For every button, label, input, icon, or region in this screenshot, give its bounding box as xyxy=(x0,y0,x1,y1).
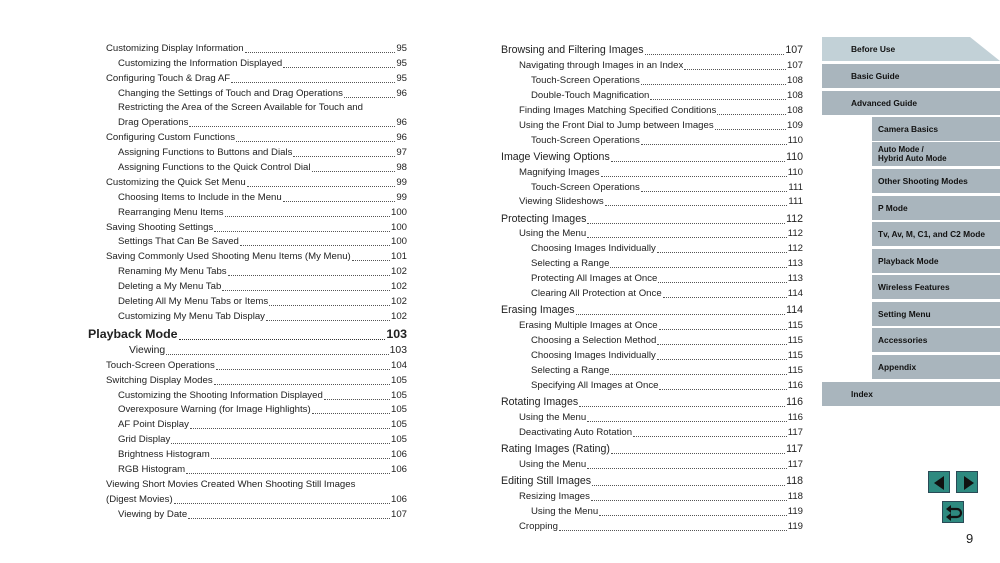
toc-entry[interactable] xyxy=(88,40,407,55)
toc-entry-page: 117 xyxy=(787,458,803,470)
dot-leader xyxy=(344,85,395,98)
dot-leader xyxy=(587,210,785,224)
toc-entry-page: 109 xyxy=(786,119,803,131)
toc-entry-title: Viewing Slideshows xyxy=(519,196,604,208)
toc-entry[interactable] xyxy=(88,476,407,491)
dot-leader xyxy=(657,347,787,360)
toc-entry-page: 119 xyxy=(787,520,803,532)
toc-entry-title: Using the Menu xyxy=(519,458,587,470)
toc-entry-title: Assigning Functions to the Quick Control Dial xyxy=(118,162,311,174)
return-button[interactable] xyxy=(942,501,964,523)
nav-tab[interactable] xyxy=(822,382,1000,406)
nav-tab[interactable] xyxy=(822,64,1000,88)
toc-entry-page: 108 xyxy=(786,74,803,86)
toc-entry-page: 100 xyxy=(390,221,407,233)
toc-entry[interactable] xyxy=(501,57,803,72)
toc-entry-page: 100 xyxy=(390,236,407,248)
toc-entry[interactable] xyxy=(501,149,803,164)
toc-entry-page: 111 xyxy=(788,181,803,193)
toc-entry-page: 97 xyxy=(396,147,407,159)
toc-entry-page: 118 xyxy=(786,474,803,487)
toc-entry-title: Saving Shooting Settings xyxy=(106,221,214,233)
toc-entry-title: Choosing a Selection Method xyxy=(531,335,657,346)
toc-entry-page: 118 xyxy=(787,490,803,502)
toc-entry-page: 115 xyxy=(787,335,803,346)
dot-leader xyxy=(222,278,390,291)
dot-leader xyxy=(587,409,787,422)
prev-page-button[interactable] xyxy=(928,471,950,493)
toc-entry[interactable] xyxy=(501,194,803,209)
nav-tab-label: Other Shooting Modes xyxy=(878,176,968,186)
nav-tab-label: P Mode xyxy=(878,203,908,213)
toc-entry[interactable] xyxy=(501,394,803,409)
toc-entry-page: 115 xyxy=(787,364,803,376)
toc-entry[interactable] xyxy=(88,357,407,372)
toc-entry-page: 107 xyxy=(390,508,407,520)
dot-leader xyxy=(663,285,787,298)
toc-entry-page: 100 xyxy=(390,206,407,218)
toc-entry-title: Rotating Images xyxy=(501,395,579,408)
toc-entry[interactable] xyxy=(88,234,407,249)
toc-entry-title: Specifying All Images at Once xyxy=(531,379,659,391)
toc-entry[interactable] xyxy=(88,70,407,85)
toc-entry-title: Settings That Can Be Saved xyxy=(118,236,239,248)
toc-entry-page: 116 xyxy=(787,379,803,391)
toc-entry-title: Magnifying Images xyxy=(519,166,600,178)
dot-leader xyxy=(216,357,390,370)
toc-entry[interactable] xyxy=(501,210,803,225)
toc-entry[interactable] xyxy=(88,402,407,417)
toc-entry-page: 106 xyxy=(390,493,407,505)
toc-entry-title: Customizing the Quick Set Menu xyxy=(106,176,246,188)
toc-entry-page: 99 xyxy=(396,191,407,203)
dot-leader xyxy=(174,491,390,504)
toc-entry-page: 96 xyxy=(396,117,407,129)
toc-entry-page: 102 xyxy=(390,310,407,322)
toc-entry[interactable] xyxy=(501,362,803,377)
nav-tab-label: Advanced Guide xyxy=(851,98,918,108)
toc-entry-title: Selecting a Range xyxy=(531,364,610,376)
dot-leader xyxy=(228,263,390,276)
toc-entry-title: Editing Still Images xyxy=(501,474,592,487)
toc-entry-title: Browsing and Filtering Images xyxy=(501,44,644,57)
toc-entry-title: Using the Menu xyxy=(519,411,587,423)
dot-leader xyxy=(717,102,786,115)
dot-leader xyxy=(658,270,786,283)
toc-entry-title: Choosing Images Individually xyxy=(531,243,656,255)
toc-entry[interactable] xyxy=(88,461,407,476)
toc-entry-title: Viewing by Date xyxy=(118,508,188,520)
nav-tab[interactable] xyxy=(872,355,1000,379)
toc-entry-title: Restricting the Area of the Screen Available for Touch and xyxy=(118,102,363,114)
toc-entry-page: 112 xyxy=(787,243,803,255)
dot-leader xyxy=(715,117,786,130)
toc-entry-page: 105 xyxy=(390,404,407,416)
toc-entry[interactable] xyxy=(501,503,803,518)
toc-entry-page: 117 xyxy=(787,426,803,438)
toc-entry-title: Switching Display Modes xyxy=(106,374,213,386)
toc-entry-page: 98 xyxy=(396,162,407,174)
toc-entry-title: Double-Touch Magnification xyxy=(531,89,650,101)
toc-entry-page: 101 xyxy=(390,251,407,263)
dot-leader xyxy=(190,416,390,429)
toc-entry[interactable] xyxy=(501,377,803,392)
dot-leader xyxy=(166,342,388,355)
toc-entry[interactable] xyxy=(88,248,407,263)
nav-tab-label: Auto Mode / Hybrid Auto Mode xyxy=(878,145,947,163)
toc-entry[interactable] xyxy=(88,506,407,521)
toc-entry-page: 102 xyxy=(390,266,407,278)
dot-leader xyxy=(324,387,390,400)
toc-entry-page: 105 xyxy=(390,419,407,431)
dot-leader xyxy=(659,317,787,330)
nav-tab[interactable] xyxy=(872,196,1000,220)
toc-entry-title: Image Viewing Options xyxy=(501,150,610,163)
nav-tab-label: Before Use xyxy=(851,44,896,54)
toc-entry[interactable] xyxy=(88,323,407,342)
toc-entry-page: 95 xyxy=(396,72,407,84)
dot-leader xyxy=(641,179,788,192)
nav-tab-label: Wireless Features xyxy=(878,282,950,292)
toc-entry-page: 111 xyxy=(788,196,803,208)
dot-leader xyxy=(592,472,785,486)
toc-entry-title: Deleting All My Menu Tabs or Items xyxy=(118,296,269,308)
nav-tab[interactable] xyxy=(872,302,1000,326)
nav-tab[interactable] xyxy=(872,249,1000,273)
dot-leader xyxy=(269,293,390,306)
nav-tab-label: Basic Guide xyxy=(851,71,900,81)
dot-leader xyxy=(283,189,396,202)
toc-entry-title: Using the Menu xyxy=(531,505,599,517)
toc-entry[interactable] xyxy=(88,100,407,115)
toc-entry-page: 99 xyxy=(396,176,407,188)
toc-entry-title: Saving Commonly Used Shooting Menu Items (My Menu) xyxy=(106,251,351,263)
toc-entry-page: 108 xyxy=(786,89,803,101)
toc-entry-title: Choosing Items to Include in the Menu xyxy=(118,191,282,203)
toc-entry[interactable] xyxy=(88,144,407,159)
nav-tab[interactable] xyxy=(872,222,1000,246)
dot-leader xyxy=(171,431,390,444)
toc-entry-title: Renaming My Menu Tabs xyxy=(118,266,227,278)
toc-entry-page: 105 xyxy=(390,374,407,386)
dot-leader xyxy=(293,144,395,157)
toc-entry-title: Customizing the Shooting Information Displayed xyxy=(118,389,323,401)
nav-tab-label: Setting Menu xyxy=(878,309,931,319)
toc-entry[interactable] xyxy=(88,431,407,446)
page-number: 9 xyxy=(966,531,974,546)
dot-leader xyxy=(633,424,787,437)
toc-entry-page: 116 xyxy=(786,395,803,408)
nav-tab[interactable] xyxy=(872,117,1000,141)
toc-entry[interactable] xyxy=(88,129,407,144)
toc-entry[interactable] xyxy=(501,302,803,317)
toc-entry-title: Rating Images (Rating) xyxy=(501,442,610,455)
toc-entry-title: Touch-Screen Operations xyxy=(531,74,640,86)
toc-entry[interactable] xyxy=(501,347,803,362)
toc-entry[interactable] xyxy=(501,441,803,456)
toc-entry-page: 104 xyxy=(390,359,407,371)
dot-leader xyxy=(610,362,786,375)
toc-entry-page: 107 xyxy=(785,44,803,57)
dot-leader xyxy=(245,40,396,53)
dot-leader xyxy=(211,446,390,459)
toc-entry[interactable] xyxy=(88,263,407,278)
toc-entry-page: 95 xyxy=(396,42,407,54)
toc-entry-page: 115 xyxy=(787,349,803,361)
toc-entry-page: 112 xyxy=(786,212,803,225)
toc-entry-title: Protecting Images xyxy=(501,212,587,225)
toc-entry[interactable] xyxy=(501,473,803,488)
nav-tab-label: Camera Basics xyxy=(878,124,939,134)
dot-leader xyxy=(214,372,390,385)
toc-entry-page: 105 xyxy=(390,434,407,446)
dot-leader xyxy=(591,488,787,501)
dot-leader xyxy=(610,255,786,268)
toc-entry-title: Touch-Screen Operations xyxy=(106,359,215,371)
toc-entry-page: 113 xyxy=(787,273,803,285)
toc-entry-title: Configuring Custom Functions xyxy=(106,132,236,144)
toc-entry-title: Touch-Screen Operations xyxy=(531,134,640,146)
toc-entry[interactable] xyxy=(501,240,803,255)
toc-entry[interactable] xyxy=(501,87,803,102)
dot-leader xyxy=(247,174,396,187)
dot-leader xyxy=(601,164,787,177)
toc-entry[interactable] xyxy=(501,518,803,533)
dot-leader xyxy=(684,57,786,70)
toc-entry[interactable] xyxy=(88,114,407,129)
toc-entry[interactable] xyxy=(88,416,407,431)
toc-entry-title: Viewing Short Movies Created When Shooting Still Images xyxy=(106,478,356,490)
toc-entry-page: 113 xyxy=(787,258,803,270)
next-page-button[interactable] xyxy=(956,471,978,493)
toc-entry[interactable] xyxy=(501,117,803,132)
toc-entry-title: Brightness Histogram xyxy=(118,449,210,461)
nav-tab-label: Index xyxy=(851,389,873,399)
toc-entry-title: Configuring Touch & Drag AF xyxy=(106,72,231,84)
toc-entry-page: 106 xyxy=(390,464,407,476)
nav-tab-label: Playback Mode xyxy=(878,256,939,266)
toc-entry[interactable] xyxy=(501,488,803,503)
dot-leader xyxy=(312,401,390,414)
toc-entry-title: Erasing Images xyxy=(501,304,575,317)
toc-entry[interactable] xyxy=(501,270,803,285)
toc-entry-page: 95 xyxy=(396,57,407,69)
toc-entry-page: 110 xyxy=(787,166,803,178)
toc-entry-page: 105 xyxy=(390,389,407,401)
toc-entry[interactable] xyxy=(501,285,803,300)
toc-entry[interactable] xyxy=(501,332,803,347)
dot-leader xyxy=(657,332,786,345)
toc-entry-page: 117 xyxy=(786,442,803,455)
toc-entry[interactable] xyxy=(88,189,407,204)
dot-leader xyxy=(587,225,787,238)
toc-entry[interactable] xyxy=(88,308,407,323)
dot-leader xyxy=(312,159,396,172)
toc-entry[interactable] xyxy=(501,317,803,332)
toc-entry-title: Rearranging Menu Items xyxy=(118,206,224,218)
toc-entry-title: RGB Histogram xyxy=(118,464,186,476)
nav-tab-label: Accessories xyxy=(878,335,928,345)
toc-entry-title: Deleting a My Menu Tab xyxy=(118,281,222,293)
toc-entry[interactable] xyxy=(88,204,407,219)
toc-entry-page: 112 xyxy=(787,228,803,240)
toc-entry-title: Clearing All Protection at Once xyxy=(531,288,662,300)
nav-tab-label: Tv, Av, M, C1, and C2 Mode xyxy=(878,229,986,239)
toc-entry-page: 96 xyxy=(396,132,407,144)
dot-leader xyxy=(231,70,395,83)
toc-entry-page: 106 xyxy=(390,449,407,461)
dot-leader xyxy=(657,240,787,253)
dot-leader xyxy=(236,129,395,142)
toc-entry-title: Protecting All Images at Once xyxy=(531,273,658,285)
dot-leader xyxy=(283,55,395,68)
toc-entry[interactable] xyxy=(88,372,407,387)
toc-entry[interactable] xyxy=(501,42,803,57)
toc-entry[interactable] xyxy=(501,102,803,117)
toc-entry-title: Choosing Images Individually xyxy=(531,349,656,361)
dot-leader xyxy=(576,301,786,315)
dot-leader xyxy=(188,506,390,519)
toc-entry[interactable] xyxy=(88,55,407,70)
toc-entry-title: AF Point Display xyxy=(118,419,189,431)
toc-entry-title: Touch-Screen Operations xyxy=(531,181,640,193)
toc-entry-title: Navigating through Images in an Index xyxy=(519,60,684,72)
toc-entry[interactable] xyxy=(501,164,803,179)
toc-entry[interactable] xyxy=(501,255,803,270)
toc-entry[interactable] xyxy=(88,387,407,402)
toc-entry[interactable] xyxy=(88,278,407,293)
toc-entry-title: Erasing Multiple Images at Once xyxy=(519,320,658,332)
dot-leader xyxy=(611,148,785,162)
toc-column-right xyxy=(501,40,803,533)
toc-entry-page: 110 xyxy=(786,150,803,163)
toc-entry-page: 103 xyxy=(389,344,407,356)
nav-tab[interactable] xyxy=(872,169,1000,193)
toc-entry-title: Customizing the Information Displayed xyxy=(118,57,283,69)
toc-entry-title: Customizing Display Information xyxy=(106,42,244,54)
dot-leader xyxy=(641,132,787,145)
toc-entry[interactable] xyxy=(88,174,407,189)
toc-entry-title: (Digest Movies) xyxy=(106,493,173,505)
toc-entry-title: Deactivating Auto Rotation xyxy=(519,426,633,438)
toc-entry-title: Overexposure Warning (for Image Highlights) xyxy=(118,404,311,416)
dot-leader xyxy=(599,503,787,516)
toc-entry-page: 114 xyxy=(787,288,803,300)
nav-tab[interactable] xyxy=(872,142,1000,166)
dot-leader xyxy=(611,440,785,454)
dot-leader xyxy=(352,248,390,261)
dot-leader xyxy=(641,72,786,85)
dot-leader xyxy=(240,233,390,246)
toc-entry[interactable] xyxy=(88,85,407,100)
toc-entry[interactable] xyxy=(501,456,803,471)
toc-entry[interactable] xyxy=(88,219,407,234)
toc-entry-page: 96 xyxy=(396,87,407,99)
dot-leader xyxy=(559,518,787,531)
dot-leader xyxy=(225,204,390,217)
toc-entry-page: 110 xyxy=(787,134,803,146)
toc-entry[interactable] xyxy=(88,293,407,308)
toc-entry-title: Customizing My Menu Tab Display xyxy=(118,310,265,322)
toc-entry[interactable] xyxy=(88,446,407,461)
toc-entry-title: Grid Display xyxy=(118,434,171,446)
arrow-left-icon xyxy=(929,472,951,494)
nav-tab[interactable] xyxy=(822,37,1000,61)
toc-entry-page: 116 xyxy=(787,411,803,423)
return-icon xyxy=(943,502,965,524)
toc-entry-title: Drag Operations xyxy=(118,117,189,129)
dot-leader xyxy=(266,308,390,321)
nav-tab[interactable] xyxy=(872,328,1000,352)
toc-entry-page: 108 xyxy=(786,104,803,116)
toc-entry-title: Using the Menu xyxy=(519,228,587,240)
toc-entry-title: Cropping xyxy=(519,520,558,532)
toc-entry[interactable] xyxy=(501,424,803,439)
toc-entry-page: 115 xyxy=(787,320,803,332)
toc-entry-title: Finding Images Matching Specified Conditions xyxy=(519,104,717,116)
toc-entry[interactable] xyxy=(501,132,803,147)
toc-entry-title: Selecting a Range xyxy=(531,258,610,270)
nav-tab[interactable] xyxy=(822,91,1000,115)
dot-leader xyxy=(659,377,786,390)
arrow-right-icon xyxy=(957,472,979,494)
toc-entry-page: 102 xyxy=(390,281,407,293)
dot-leader xyxy=(650,87,786,100)
toc-entry[interactable] xyxy=(501,226,803,241)
toc-entry[interactable] xyxy=(501,179,803,194)
toc-column-left xyxy=(88,40,407,521)
dot-leader xyxy=(189,114,395,127)
dot-leader xyxy=(645,41,785,55)
toc-entry-title: Viewing xyxy=(129,344,166,356)
toc-entry[interactable] xyxy=(88,342,407,357)
toc-entry[interactable] xyxy=(501,72,803,87)
toc-entry[interactable] xyxy=(88,491,407,506)
dot-leader xyxy=(605,193,788,206)
nav-tab-label: Appendix xyxy=(878,362,917,372)
toc-entry-title: Playback Mode xyxy=(88,326,178,341)
dot-leader xyxy=(186,461,390,474)
dot-leader xyxy=(579,393,785,407)
dot-leader xyxy=(214,219,390,232)
dot-leader xyxy=(179,325,386,340)
toc-entry-title: Using the Front Dial to Jump between Images xyxy=(519,119,714,131)
toc-entry-title: Resizing Images xyxy=(519,490,590,502)
toc-entry-page: 107 xyxy=(786,60,803,72)
toc-entry-page: 114 xyxy=(786,304,803,317)
toc-entry[interactable] xyxy=(501,409,803,424)
toc-entry-page: 103 xyxy=(386,326,407,341)
toc-entry[interactable] xyxy=(88,159,407,174)
toc-entry-page: 119 xyxy=(787,505,803,517)
toc-entry-title: Assigning Functions to Buttons and Dials xyxy=(118,147,293,159)
dot-leader xyxy=(587,456,787,469)
nav-tab[interactable] xyxy=(872,275,1000,299)
toc-entry-page: 102 xyxy=(390,296,407,308)
active-tab-notch xyxy=(970,37,1000,61)
toc-entry-title: Changing the Settings of Touch and Drag Operations xyxy=(118,87,343,99)
